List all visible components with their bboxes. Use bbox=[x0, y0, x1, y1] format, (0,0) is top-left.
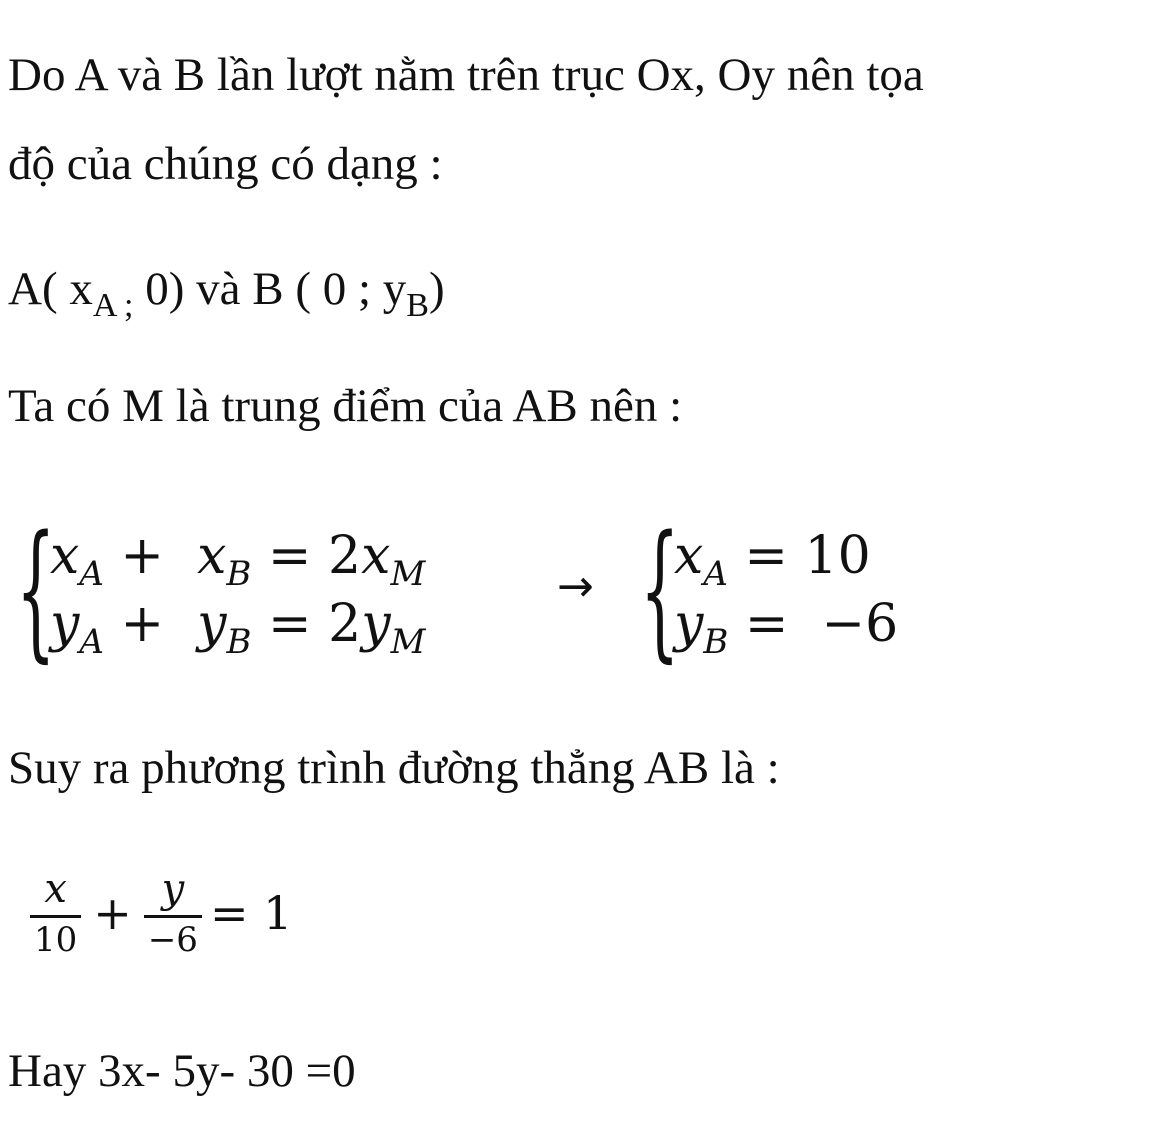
fraction-x-over-10 bbox=[28, 867, 83, 959]
var-ym: y bbox=[361, 594, 391, 654]
equals-2: = 2 bbox=[251, 526, 362, 586]
paragraph-line-1: Do A và B lần lượt nằm trên trục Ox, Oy nên tọa bbox=[8, 49, 924, 101]
sub-b: B bbox=[703, 622, 729, 662]
sub-m: M bbox=[390, 622, 426, 662]
sub-a: A bbox=[79, 554, 104, 594]
var-xm: x bbox=[361, 526, 391, 586]
system-left-row-2 bbox=[50, 594, 426, 662]
sub-b: B bbox=[226, 554, 252, 594]
plus-op: + bbox=[103, 594, 198, 654]
equals-one: = 1 bbox=[209, 886, 293, 940]
system-left-row-1 bbox=[50, 526, 426, 594]
solution-equation-system bbox=[640, 505, 898, 675]
fraction-y-over-neg6 bbox=[142, 867, 204, 959]
plus-op: + bbox=[93, 886, 132, 940]
var-xb: x bbox=[197, 526, 227, 586]
coord-b-subscript: B bbox=[406, 287, 429, 324]
sub-a: A bbox=[79, 622, 104, 662]
sub-b: B bbox=[226, 622, 252, 662]
plus-op: + bbox=[103, 526, 198, 586]
system-right-equations bbox=[674, 526, 899, 662]
midpoint-equation-system bbox=[16, 505, 425, 675]
var-xa: x bbox=[50, 526, 80, 586]
coord-b-close: ) bbox=[428, 263, 445, 315]
right-system-brace: { bbox=[640, 504, 680, 676]
midpoint-line: Ta có M là trung điểm của AB nên : bbox=[8, 380, 683, 432]
fraction-bar bbox=[144, 915, 202, 918]
implies-arrow: → bbox=[557, 561, 594, 612]
final-equation-line: Hay 3x- 5y- 30 =0 bbox=[8, 1045, 356, 1097]
sub-a: A bbox=[703, 554, 728, 594]
rhs-neg-6: = −6 bbox=[728, 594, 899, 654]
coord-a-subscript: A ; bbox=[92, 287, 134, 324]
paragraph-line-2: độ của chúng có dạng : bbox=[8, 138, 443, 190]
rhs-10: = 10 bbox=[727, 526, 871, 586]
fraction-bar bbox=[30, 915, 81, 918]
coord-a-close: 0) và B ( 0 ; y bbox=[133, 263, 407, 315]
denominator-neg-6: −6 bbox=[147, 919, 198, 960]
coord-a-open: A( x bbox=[8, 263, 93, 315]
left-brace: { bbox=[16, 504, 56, 676]
var-xa: x bbox=[674, 526, 704, 586]
var-yb: y bbox=[197, 594, 227, 654]
system-right-row-1 bbox=[674, 526, 898, 594]
denominator-10: 10 bbox=[34, 919, 78, 960]
var-yb: y bbox=[674, 594, 704, 654]
numerator-y: y bbox=[161, 865, 185, 912]
equals-2: = 2 bbox=[251, 594, 362, 654]
numerator-x: x bbox=[44, 865, 67, 912]
sub-m: M bbox=[390, 554, 426, 594]
var-ya: y bbox=[50, 594, 80, 654]
system-left-equations bbox=[50, 526, 426, 662]
system-right-row-2 bbox=[674, 594, 899, 662]
intercept-form-equation bbox=[28, 853, 302, 973]
line-equation-intro: Suy ra phương trình đường thẳng AB là : bbox=[8, 742, 780, 794]
coordinates-line bbox=[8, 263, 445, 324]
